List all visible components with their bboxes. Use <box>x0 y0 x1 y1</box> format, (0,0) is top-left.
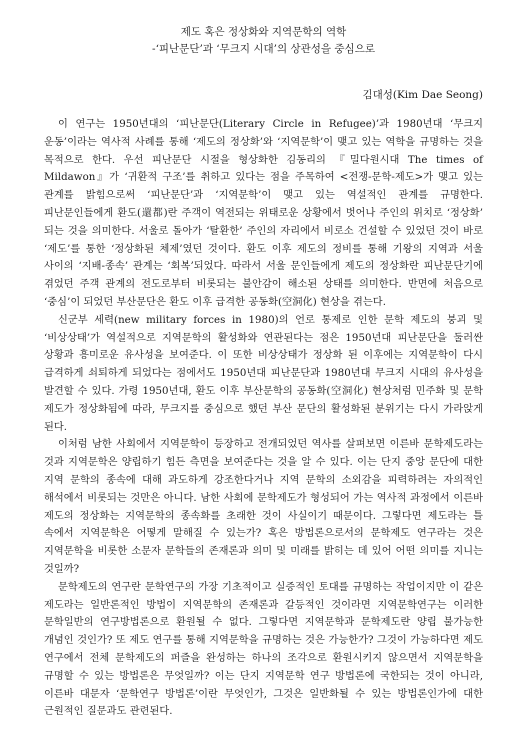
title-line-2: -‘피난문단’과 ‘무크지 시대’의 상관성을 중심으로 <box>152 43 375 55</box>
abstract-paragraph-4: 문학제도의 연구란 문학연구의 가장 기초적이고 실증적인 토대를 규명하는 작업이지만 이 같은 제도라는 일반론적인 방법이 지역문학의 존재론과 갈등적인 것이라면 지역문학연구는 이러한 문학일반의 연구방법론으로 환원될 수 없다. 그렇다면 지역문학과 문학제도란 양립 불가능한 개념인 것인가? 또 제도 연구를 통해 지역문학을 규명하는 것은 가능한가? 그것이 가능하다면 제도 연구에서 전체 문학제도의 퍼즐을 완성하는 하나의 조각으로 환원시키지 않으면서 지역문학을 규명할 수 있는 방법론은 무엇일까? 이는 단지 지역문학 연구 방법론에 국한되는 것이 아니라, 이른바 대문자 ‘문학연구 방법론’이란 무엇인가, 그것은 일반화될 수 있는 방법론인가에 대한 근원적인 질문과도 관련된다. <box>44 581 483 718</box>
title-line-1: 제도 혹은 정상화와 지역문학의 역학 <box>180 26 347 38</box>
abstract-paragraph-3: 이처럼 남한 사회에서 지역문학이 등장하고 전개되었던 역사를 살펴보면 이른바 문학제도라는 것과 지역문학은 양립하기 힘든 측면을 보여준다는 것을 알 수 있다. 이는 단지 중앙 문단에 대한 지역 문학의 종속에 대해 과도하게 강조한다거나 지역 문학의 소외감을 피력하려는 자의적인 해석에서 비롯되는 것만은 아니다. 남한 사회에 문학제도가 형성되어 가는 역사적 과정에서 이른바 제도의 정상화는 지역문학의 종속화를 초래한 것이 사실이기 때문이다. 그렇다면 제도라는 틀 속에서 지역문학은 어떻게 말해질 수 있는가? 혹은 방법론으로서의 문학제도 연구라는 것은 지역문학을 비롯한 소문자 문학들의 존재론과 의미 및 미래를 밝히는 데 있어 어떤 의미를 지니는 것일까? <box>44 439 483 575</box>
abstract-body <box>44 116 483 721</box>
abstract-paragraph-2: 신군부 세력(new military forces in 1980)의 언로 통제로 인한 문학 제도의 붕괴 및 ‘비상상태’가 역설적으로 지역문학의 활성화와 연관된다는 점은 1950년대 피난문단을 둘러싼 상황과 흥미로운 유사성을 보여준다. 이 또한 비상상태가 정상화 된 이후에는 지역문학이 다시 급격하게 쇠퇴하게 되었다는 점에서도 1950년대 피난문단과 1980년대 무크지 시대의 유사성을 발견할 수 있다. 가령 1950년대, 환도 이후 부산문학의 공동화(空洞化) 현상처럼 민주화 및 문학 제도가 정상화됨에 따라, 무크지를 중심으로 했던 부산 문단의 활성화된 분위기는 다시 가라앉게 된다. <box>44 314 483 433</box>
abstract-paragraph-1: 이 연구는 1950년대의 ‘피난문단(Literary Circle in Refugee)’과 1980년대 ‘무크지 운동’이라는 역사적 사례를 통해 ‘제도의 정상화’와 ‘지역문학’이 맺고 있는 역학을 규명하는 것을 목적으로 한다. 우선 피난문단 시절을 형상화한 김동리의 『밀다원시대 The times of Mildawon』가 ‘귀환적 구조’를 취하고 있다는 점을 주목하여 <전쟁-문학-제도>가 맺고 있는 관계를 밝힘으로써 ‘피난문단’과 ‘지역문학’이 맺고 있는 역설적인 관계를 규명한다. 피난문인들에게 환도(還都)란 주객이 역전되는 위태로운 상황에서 벗어나 주인의 위치로 ‘정상화’ 되는 것을 의미한다. 서울로 돌아가 ‘탈환한’ 주인의 자리에서 비로소 건설할 수 있었던 것이 바로 ‘제도’를 통한 ‘정상화된 체제’였던 것이다. 환도 이후 제도의 정비를 통해 기왕의 지역과 서울 사이의 ‘지배-종속’ 관계는 ‘회복’되었다. 따라서 서울 문인들에게 제도의 정상화란 피난문단기에 겪었던 주객 관계의 전도로부터 비롯되는 불안감이 해소된 상태를 의미한다. 반면에 처음으로 ‘중심’이 되었던 부산문단은 환도 이후 급격한 공동화(空洞化) 현상을 겪는다. <box>44 119 483 308</box>
author-name: 김대성(Kim Dae Seong) <box>362 89 483 101</box>
